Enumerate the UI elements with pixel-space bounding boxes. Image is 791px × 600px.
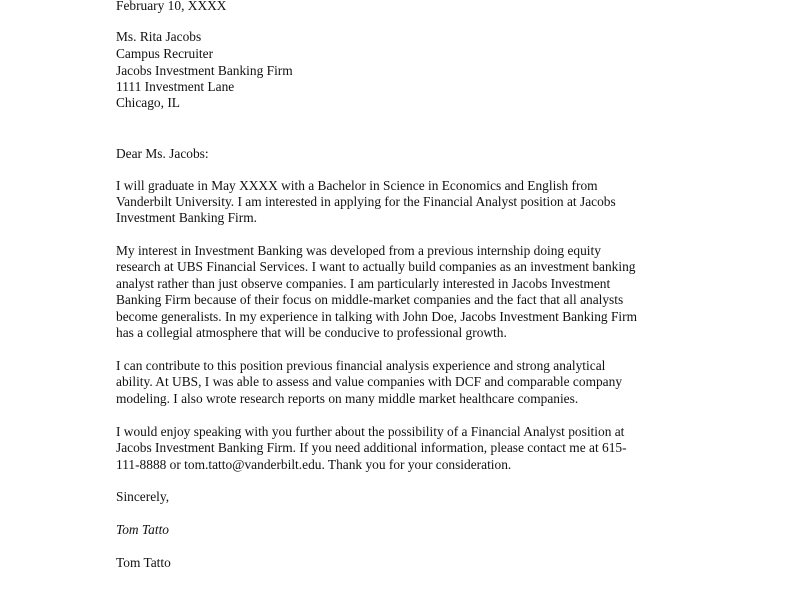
paragraph-2-line: become generalists. In my experience in talking with John Doe, Jacobs Investment Banking Firm — [116, 309, 637, 324]
paragraph-4-line: 111-8888 or tom.tatto@vanderbilt.edu. Thank you for your consideration. — [116, 457, 512, 472]
paragraph-2-line: My interest in Investment Banking was developed from a previous internship doing equity — [116, 243, 601, 258]
recipient-street: 1111 Investment Lane — [116, 79, 235, 94]
paragraph-1-line: I will graduate in May XXXX with a Bachelor in Science in Economics and English from — [116, 178, 598, 193]
typed-name: Tom Tatto — [116, 555, 171, 570]
paragraph-3-line: I can contribute to this position previous financial analysis experience and strong analytical — [116, 358, 606, 373]
paragraph-2-line: has a collegial atmosphere that will be conducive to professional growth. — [116, 325, 507, 340]
signature: Tom Tatto — [116, 522, 169, 537]
paragraph-2-line: Banking Firm because of their focus on middle-market companies and the fact that all analysts — [116, 292, 624, 307]
recipient-city: Chicago, IL — [116, 95, 180, 110]
salutation: Dear Ms. Jacobs: — [116, 146, 209, 161]
recipient-title: Campus Recruiter — [116, 46, 214, 61]
paragraph-2-line: analyst rather than just observe companies. I am particularly interested in Jacobs Investment — [116, 276, 611, 291]
paragraph-4-line: I would enjoy speaking with you further about the possibility of a Financial Analyst position at — [116, 424, 625, 439]
letter-date: February 10, XXXX — [116, 0, 227, 13]
closing: Sincerely, — [116, 489, 170, 504]
paragraph-3-line: ability. At UBS, I was able to assess and value companies with DCF and comparable company — [116, 374, 623, 389]
recipient-name: Ms. Rita Jacobs — [116, 29, 202, 44]
paragraph-2-line: research at UBS Financial Services. I want to actually build companies as an investment banking — [116, 259, 636, 274]
recipient-company: Jacobs Investment Banking Firm — [116, 63, 293, 78]
paragraph-4-line: Jacobs Investment Banking Firm. If you need additional information, please contact me at 615- — [116, 440, 627, 455]
paragraph-1-line: Investment Banking Firm. — [116, 210, 257, 225]
paragraph-3-line: modeling. I also wrote research reports on many middle market healthcare companies. — [116, 391, 579, 406]
paragraph-1-line: Vanderbilt University. I am interested in applying for the Financial Analyst position at Jacobs — [116, 194, 616, 209]
